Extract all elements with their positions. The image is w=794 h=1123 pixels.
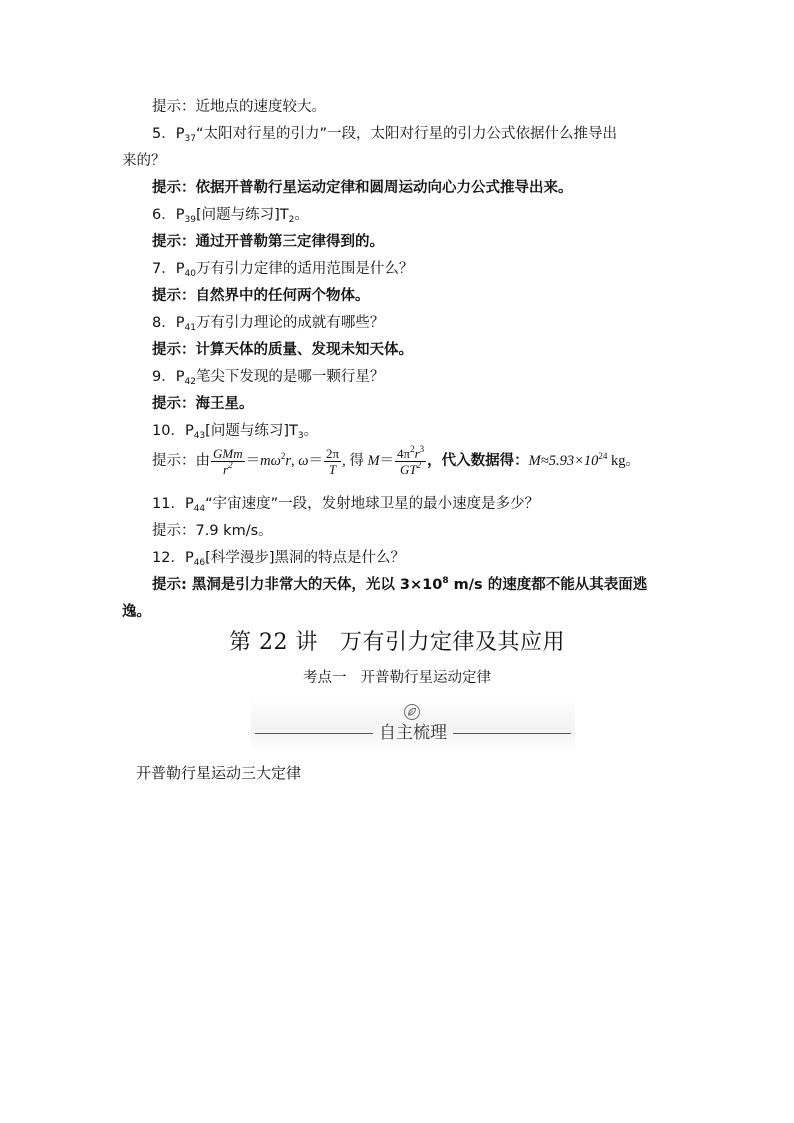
question-5-cont: 来的？ <box>122 153 166 169</box>
hint-10-formula: 提示：由 $\frac{\text{GMm}}{r^2}$ $=m\omega^2r$, ω＝ $\frac{2\pi}{T}$ , 得 M＝ $\frac{4\pi^2r^3}{GT^2}$ ，代入数据得：$M\approx 5.93\times 10^{24}$ kg。 <box>152 443 640 477</box>
q7-page: 40 <box>184 269 196 279</box>
question-9 <box>152 367 384 387</box>
question-5 <box>152 124 617 144</box>
q10-page: 43 <box>193 431 206 441</box>
q9-page: 42 <box>184 377 196 387</box>
question-8 <box>152 313 384 333</box>
hint-11: 提示：7.9 km/s。 <box>152 523 273 539</box>
banner-rule-right <box>453 733 571 734</box>
hint-5: 提示：依据开普勒行星运动定律和圆周运动向心力公式推导出来。 <box>152 180 573 196</box>
q8-text: 万有引力理论的成就有哪些？ <box>195 315 385 331</box>
hint-10-result: M≈5.93×10 <box>528 453 599 469</box>
fraction-gmm-r2: $\frac{\text{GMm}}{r^2}$ <box>213 445 243 477</box>
q11-text: “宇宙速度”一段，发射地球卫星的最小速度是多少？ <box>205 496 540 512</box>
q6-text: [问题与练习]T <box>195 207 289 223</box>
lecture-number: 第 22 讲 <box>229 630 318 655</box>
q6-number: 6．P <box>152 207 185 223</box>
hint-12-a: 提示: 黑洞是引力非常大的天体，光以 3×10 <box>152 577 443 593</box>
question-11 <box>152 494 539 514</box>
lecture-title <box>0 628 794 658</box>
question-7 <box>152 259 413 279</box>
section-subtitle <box>0 668 794 688</box>
leaf-circle-icon <box>403 703 421 721</box>
exam-point: 考点一 <box>303 670 347 686</box>
q10-number: 10．P <box>152 423 194 439</box>
q8-page: 41 <box>184 323 196 333</box>
hint-10-suffix: ，代入数据得： <box>427 453 529 469</box>
q12-text: [科学漫步]黑洞的特点是什么？ <box>205 550 405 566</box>
q12-page: 46 <box>193 558 206 568</box>
q5-text: “太阳对行星的引力”一段，太阳对行星的引力公式依据什么推导出 <box>195 126 617 142</box>
q5-number: 5．P <box>152 126 185 142</box>
question-6 <box>152 205 309 225</box>
q10-task: 3 <box>297 431 304 441</box>
hint-7: 提示：自然界中的任何两个物体。 <box>152 288 370 304</box>
q6-task: 2 <box>288 215 295 225</box>
q9-text: 笔尖下发现的是哪一颗行星？ <box>195 369 385 385</box>
fraction-2pi-t: $\frac{2\pi}{T}$ <box>325 445 340 477</box>
hint-12-cont: 逸。 <box>122 604 151 620</box>
q8-number: 8．P <box>152 315 185 331</box>
q6-page: 39 <box>184 215 196 225</box>
hint-12-exp: 8 <box>442 576 449 586</box>
hint-8: 提示：计算天体的质量、发现未知天体。 <box>152 342 413 358</box>
hint-line-4: 提示：近地点的速度较大。 <box>152 99 326 115</box>
section-heading: 开普勒行星运动三大定律 <box>136 764 302 782</box>
q5-page: 37 <box>184 134 196 144</box>
q11-number: 11．P <box>152 496 194 512</box>
self-study-banner <box>251 696 575 752</box>
hint-10-unit: kg。 <box>607 453 640 469</box>
q7-text: 万有引力定律的适用范围是什么？ <box>195 261 414 277</box>
fraction-mass: $\frac{4\pi^2r^3}{GT^2}$ <box>397 443 425 477</box>
q10-text: [问题与练习]T <box>205 423 298 439</box>
hint-10-exp: 24 <box>598 451 608 461</box>
hint-12-b: m/s 的速度都不能从其表面逃 <box>448 577 648 593</box>
question-12 <box>152 548 405 568</box>
hint-6: 提示：通过开普勒第三定律得到的。 <box>152 234 384 250</box>
q9-number: 9．P <box>152 369 185 385</box>
question-10 <box>152 421 318 441</box>
exam-point-topic: 开普勒行星运动定律 <box>360 670 491 686</box>
q6-end: 。 <box>294 207 309 223</box>
hint-9: 提示：海王星。 <box>152 396 254 412</box>
banner-label: 自主梳理 <box>379 723 447 743</box>
hint-10-prefix: 提示：由 <box>152 453 210 469</box>
q10-end: 。 <box>303 423 319 439</box>
q12-number: 12．P <box>152 550 194 566</box>
q7-number: 7．P <box>152 261 185 277</box>
q11-page: 44 <box>193 504 206 514</box>
hint-12 <box>152 575 647 595</box>
lecture-topic: 万有引力定律及其应用 <box>339 630 565 655</box>
